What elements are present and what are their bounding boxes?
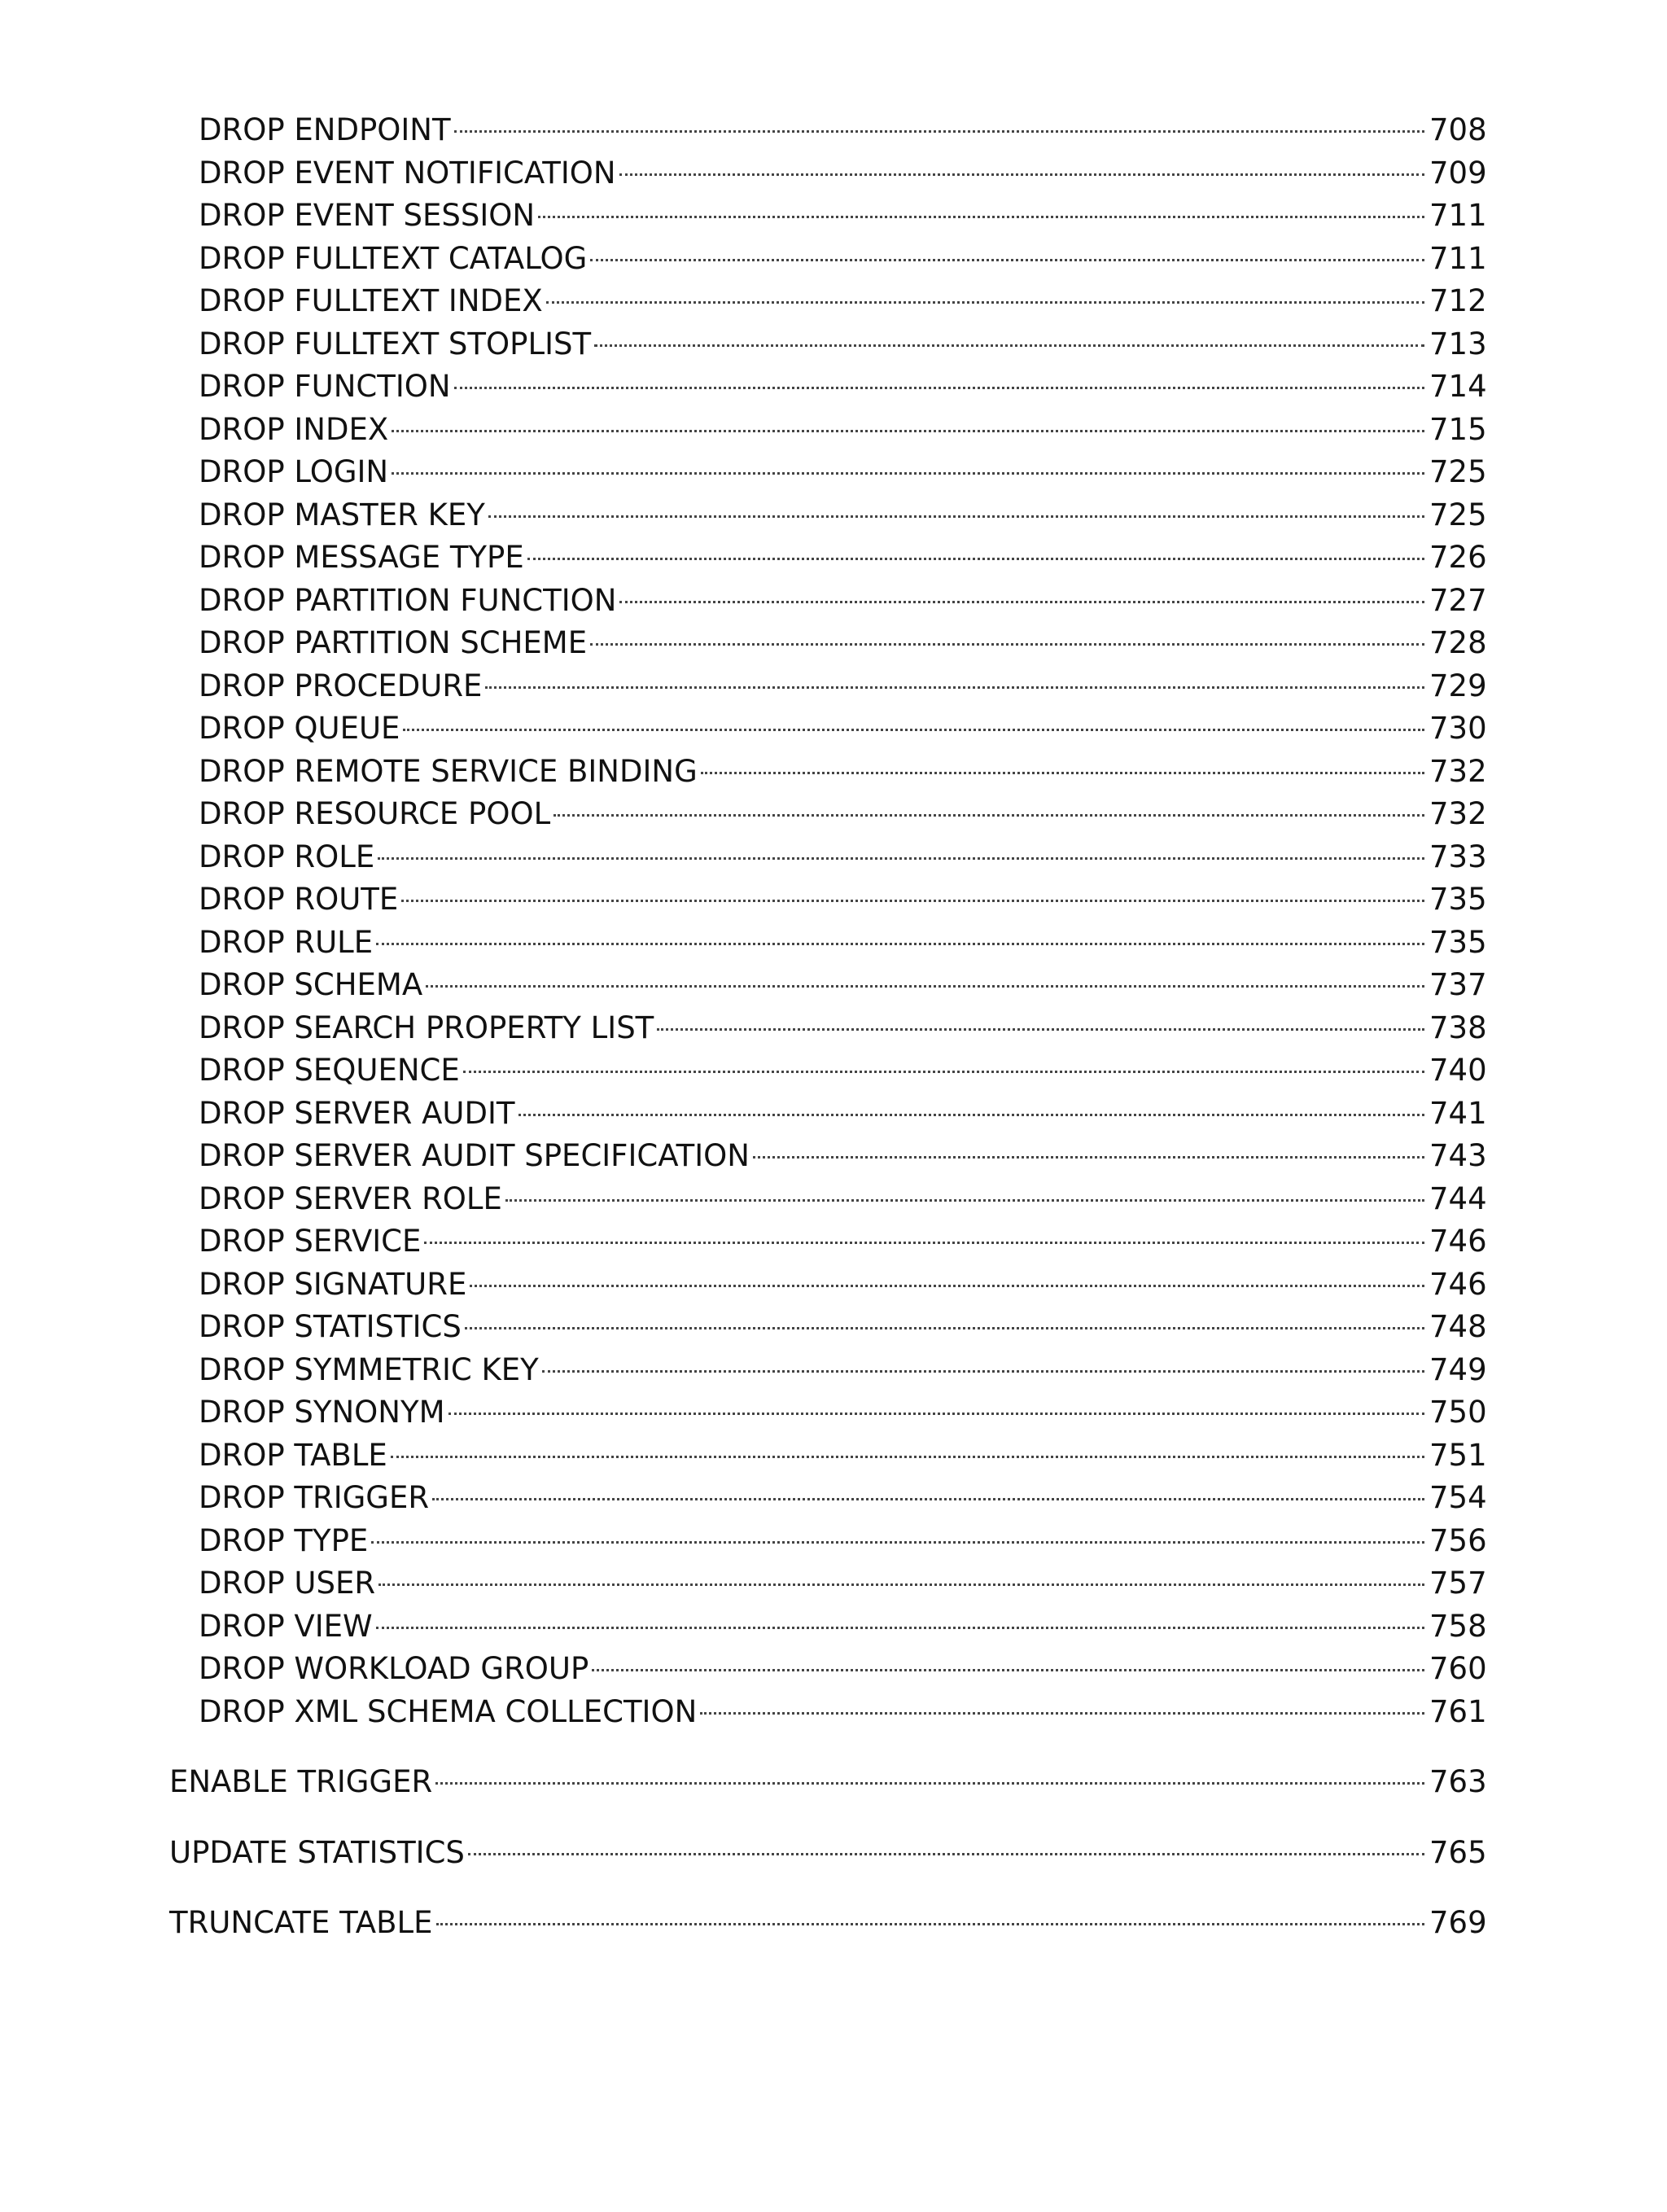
toc-entry-title: DROP PARTITION SCHEME xyxy=(199,625,588,660)
toc-dot-leader xyxy=(553,814,1424,817)
toc-entry[interactable] xyxy=(169,280,1486,323)
toc-entry[interactable] xyxy=(169,878,1486,922)
toc-entry-title: DROP STATISTICS xyxy=(199,1309,462,1344)
toc-entry-title: DROP SCHEMA xyxy=(199,967,423,1002)
toc-entry-title: DROP TRIGGER xyxy=(199,1480,430,1515)
toc-entry-title: DROP INDEX xyxy=(199,411,389,447)
toc-entry[interactable] xyxy=(169,751,1486,794)
toc-entry-title: DROP SYMMETRIC KEY xyxy=(199,1351,539,1387)
toc-entry-page-number: 743 xyxy=(1429,1138,1487,1173)
toc-entry[interactable] xyxy=(169,665,1486,708)
toc-entry[interactable] xyxy=(169,1049,1486,1093)
toc-dot-leader xyxy=(391,1456,1424,1458)
toc-entry-title: DROP ENDPOINT xyxy=(199,112,451,147)
toc-entry-page-number: 744 xyxy=(1429,1180,1487,1216)
toc-entry-page-number: 730 xyxy=(1429,711,1487,746)
toc-entry-title: ENABLE TRIGGER xyxy=(169,1764,433,1799)
toc-entry-page-number: 733 xyxy=(1429,839,1487,874)
table-of-contents xyxy=(169,109,1486,1945)
toc-dot-leader xyxy=(590,643,1424,646)
toc-entry-title: UPDATE STATISTICS xyxy=(169,1834,465,1870)
toc-entry-page-number: 757 xyxy=(1429,1566,1487,1601)
toc-dot-leader xyxy=(463,1071,1424,1073)
toc-entry-page-number: 751 xyxy=(1429,1437,1487,1473)
toc-entry[interactable] xyxy=(169,922,1486,965)
toc-dot-leader xyxy=(701,772,1424,774)
toc-dot-leader xyxy=(378,857,1424,860)
toc-entry[interactable] xyxy=(169,1761,1486,1804)
toc-dot-leader xyxy=(485,686,1424,689)
toc-entry-title: DROP SEQUENCE xyxy=(199,1053,460,1088)
toc-entry-page-number: 763 xyxy=(1429,1764,1487,1799)
toc-entry-page-number: 746 xyxy=(1429,1266,1487,1302)
toc-entry-page-number: 750 xyxy=(1429,1395,1487,1430)
toc-dot-leader xyxy=(542,1370,1424,1373)
toc-entry[interactable] xyxy=(169,1178,1486,1221)
toc-dot-leader xyxy=(590,259,1424,261)
toc-entry[interactable] xyxy=(169,1007,1486,1050)
toc-entry-title: DROP ROLE xyxy=(199,839,375,874)
toc-entry-page-number: 711 xyxy=(1429,240,1487,276)
toc-entry[interactable] xyxy=(169,1832,1486,1875)
toc-entry-page-number: 765 xyxy=(1429,1834,1487,1870)
toc-dot-leader xyxy=(392,430,1424,432)
toc-dot-leader xyxy=(470,1285,1424,1287)
toc-entry-title: DROP QUEUE xyxy=(199,711,400,746)
toc-entry-title: DROP FULLTEXT INDEX xyxy=(199,283,543,318)
toc-entry-title: DROP TABLE xyxy=(199,1437,387,1473)
toc-dot-leader xyxy=(619,173,1424,176)
toc-entry-title: DROP SERVER AUDIT xyxy=(199,1095,515,1131)
toc-entry[interactable] xyxy=(169,1264,1486,1307)
toc-entry[interactable] xyxy=(169,964,1486,1007)
toc-entry-title: DROP LOGIN xyxy=(199,454,389,489)
toc-entry-title: DROP ROUTE xyxy=(199,882,399,917)
toc-entry-title: DROP RESOURCE POOL xyxy=(199,796,551,831)
toc-entry-page-number: 712 xyxy=(1429,283,1487,318)
toc-entry-page-number: 732 xyxy=(1429,753,1487,789)
toc-dot-leader xyxy=(505,1199,1424,1202)
toc-dot-leader xyxy=(432,1498,1424,1500)
toc-entry-page-number: 709 xyxy=(1429,155,1487,191)
toc-entry[interactable] xyxy=(169,580,1486,623)
toc-entry-title: DROP SERVER ROLE xyxy=(199,1180,502,1216)
toc-entry[interactable] xyxy=(169,836,1486,879)
toc-entry-page-number: 746 xyxy=(1429,1224,1487,1259)
toc-dot-leader xyxy=(657,1028,1424,1031)
toc-dot-leader xyxy=(518,1114,1425,1116)
toc-entry[interactable] xyxy=(169,793,1486,836)
toc-dot-leader xyxy=(592,1669,1424,1671)
toc-entry-title: DROP PARTITION FUNCTION xyxy=(199,582,617,618)
toc-entry-title: DROP SYNONYM xyxy=(199,1395,445,1430)
toc-entry[interactable] xyxy=(169,195,1486,238)
toc-entry[interactable] xyxy=(169,1391,1486,1435)
toc-entry-page-number: 754 xyxy=(1429,1480,1487,1515)
toc-entry-page-number: 740 xyxy=(1429,1053,1487,1088)
toc-entry-title: DROP REMOTE SERVICE BINDING xyxy=(199,753,698,789)
toc-entry-page-number: 735 xyxy=(1429,924,1487,960)
toc-entry-page-number: 708 xyxy=(1429,112,1487,147)
toc-entry-title: DROP MASTER KEY xyxy=(199,497,485,532)
toc-entry[interactable] xyxy=(169,366,1486,409)
toc-entry-page-number: 741 xyxy=(1429,1095,1487,1131)
toc-entry-page-number: 726 xyxy=(1429,540,1487,575)
toc-entry[interactable] xyxy=(169,238,1486,281)
toc-dot-leader xyxy=(465,1327,1424,1329)
toc-entry[interactable] xyxy=(169,409,1486,452)
toc-dot-leader xyxy=(392,472,1424,475)
toc-dot-leader xyxy=(371,1541,1424,1544)
toc-entry-page-number: 725 xyxy=(1429,454,1487,489)
toc-entry-page-number: 725 xyxy=(1429,497,1487,532)
toc-entry[interactable] xyxy=(169,1520,1486,1563)
toc-dot-leader xyxy=(401,900,1424,902)
toc-entry-page-number: 735 xyxy=(1429,882,1487,917)
toc-entry-page-number: 769 xyxy=(1429,1905,1487,1940)
toc-entry[interactable] xyxy=(169,1902,1486,1945)
toc-entry-page-number: 715 xyxy=(1429,411,1487,447)
toc-entry-page-number: 729 xyxy=(1429,668,1487,703)
toc-entry[interactable] xyxy=(169,1648,1486,1691)
toc-entry-title: DROP SERVICE xyxy=(199,1224,422,1259)
toc-dot-leader xyxy=(753,1156,1424,1159)
toc-entry[interactable] xyxy=(169,537,1486,580)
toc-entry-page-number: 760 xyxy=(1429,1651,1487,1686)
toc-entry-title: DROP PROCEDURE xyxy=(199,668,483,703)
toc-entry-title: DROP USER xyxy=(199,1566,376,1601)
toc-dot-leader xyxy=(448,1413,1425,1415)
toc-entry[interactable] xyxy=(169,1306,1486,1349)
toc-entry-title: DROP VIEW xyxy=(199,1608,373,1644)
toc-entry[interactable] xyxy=(169,1562,1486,1605)
toc-dot-leader xyxy=(594,344,1424,347)
toc-dot-leader xyxy=(435,1782,1424,1785)
toc-entry[interactable] xyxy=(169,707,1486,751)
toc-entry-page-number: 738 xyxy=(1429,1010,1487,1045)
toc-dot-leader xyxy=(454,387,1424,389)
toc-entry-title: DROP XML SCHEMA COLLECTION xyxy=(199,1693,698,1729)
toc-entry-title: DROP RULE xyxy=(199,924,374,960)
toc-dot-leader xyxy=(376,943,1424,945)
toc-dot-leader xyxy=(619,601,1424,603)
toc-entry-page-number: 714 xyxy=(1429,369,1487,404)
toc-dot-leader xyxy=(403,729,1424,731)
toc-entry[interactable] xyxy=(169,1691,1486,1734)
toc-entry-page-number: 748 xyxy=(1429,1309,1487,1344)
toc-entry[interactable] xyxy=(169,323,1486,366)
toc-entry[interactable] xyxy=(169,1093,1486,1136)
toc-dot-leader xyxy=(488,515,1424,518)
toc-entry[interactable] xyxy=(169,1220,1486,1264)
toc-entry-title: DROP FULLTEXT STOPLIST xyxy=(199,326,592,361)
toc-dot-leader xyxy=(538,216,1424,218)
toc-entry-title: TRUNCATE TABLE xyxy=(169,1905,433,1940)
toc-entry[interactable] xyxy=(169,494,1486,537)
toc-entry-page-number: 749 xyxy=(1429,1351,1487,1387)
toc-dot-leader xyxy=(424,1242,1424,1244)
toc-entry-page-number: 756 xyxy=(1429,1522,1487,1558)
toc-dot-leader xyxy=(527,558,1424,560)
toc-entry-page-number: 728 xyxy=(1429,625,1487,660)
toc-dot-leader xyxy=(436,1923,1425,1925)
toc-entry[interactable] xyxy=(169,1435,1486,1478)
toc-entry[interactable] xyxy=(169,1349,1486,1392)
toc-entry-page-number: 737 xyxy=(1429,967,1487,1002)
toc-entry-title: DROP FUNCTION xyxy=(199,369,451,404)
toc-entry[interactable] xyxy=(169,109,1486,152)
toc-entry-title: DROP FULLTEXT CATALOG xyxy=(199,240,588,276)
toc-dot-leader xyxy=(700,1712,1424,1715)
toc-dot-leader xyxy=(468,1853,1424,1855)
toc-dot-leader xyxy=(546,301,1424,304)
toc-entry-title: DROP MESSAGE TYPE xyxy=(199,540,524,575)
toc-entry-page-number: 727 xyxy=(1429,582,1487,618)
toc-dot-leader xyxy=(378,1583,1424,1586)
toc-entry-page-number: 761 xyxy=(1429,1693,1487,1729)
toc-entry-page-number: 758 xyxy=(1429,1608,1487,1644)
toc-entry-title: DROP EVENT SESSION xyxy=(199,198,536,233)
toc-dot-leader xyxy=(454,130,1424,133)
toc-entry[interactable] xyxy=(169,152,1486,195)
toc-dot-leader xyxy=(426,985,1424,988)
toc-entry-page-number: 732 xyxy=(1429,796,1487,831)
toc-entry[interactable] xyxy=(169,1605,1486,1649)
toc-entry[interactable] xyxy=(169,622,1486,665)
toc-entry-title: DROP WORKLOAD GROUP xyxy=(199,1651,589,1686)
toc-dot-leader xyxy=(376,1627,1424,1629)
toc-entry-page-number: 713 xyxy=(1429,326,1487,361)
toc-entry[interactable] xyxy=(169,1135,1486,1178)
toc-entry[interactable] xyxy=(169,451,1486,494)
toc-entry-page-number: 711 xyxy=(1429,198,1487,233)
toc-entry-title: DROP SEARCH PROPERTY LIST xyxy=(199,1010,654,1045)
toc-entry[interactable] xyxy=(169,1477,1486,1520)
toc-entry-title: DROP SERVER AUDIT SPECIFICATION xyxy=(199,1138,750,1173)
toc-entry-title: DROP SIGNATURE xyxy=(199,1266,467,1302)
toc-entry-title: DROP TYPE xyxy=(199,1522,369,1558)
toc-entry-title: DROP EVENT NOTIFICATION xyxy=(199,155,616,191)
